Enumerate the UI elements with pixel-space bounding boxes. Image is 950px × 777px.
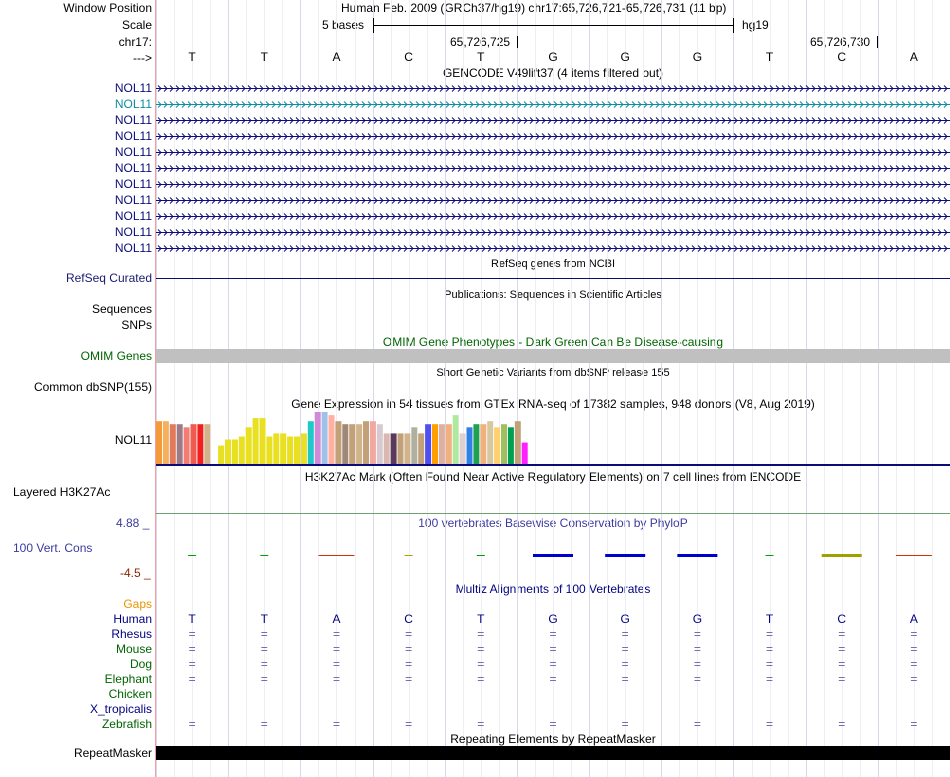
scale-label: Scale — [121, 18, 152, 32]
multiz-track-title: Multiz Alignments of 100 Vertebrates — [455, 582, 651, 596]
alignment-base: = — [910, 642, 918, 656]
alignment-base: = — [188, 717, 196, 731]
scale-db-text: hg19 — [742, 18, 769, 32]
ruler-base-letter: G — [620, 50, 630, 64]
refseq-track-label[interactable]: RefSeq Curated — [65, 271, 152, 285]
species-label[interactable]: Elephant — [104, 672, 152, 686]
gencode-item-label[interactable]: NOL11 — [114, 97, 152, 111]
alignment-base: = — [549, 627, 557, 641]
gencode-item-label[interactable]: NOL11 — [114, 241, 152, 255]
alignment-base: = — [910, 672, 918, 686]
ruler-base-letter: G — [692, 50, 703, 64]
gtex-tissue-bar — [239, 437, 245, 465]
position-tick-label-1: 65,726,725 — [450, 35, 511, 49]
gtex-tissue-bar — [232, 440, 238, 465]
ruler-base-letter: A — [909, 50, 918, 64]
alignment-base: = — [838, 672, 846, 686]
gtex-track-title: Gene Expression in 54 tissues from GTEx RNA-seq of 17382 samples, 948 donors (V8, Aug 2019) — [291, 397, 815, 411]
gencode-strand-arrows — [158, 102, 947, 108]
gtex-tissue-bar — [218, 446, 224, 464]
alignment-base: = — [766, 627, 774, 641]
alignment-base: = — [621, 642, 629, 656]
h3k27ac-track-label[interactable]: Layered H3K27Ac — [13, 485, 111, 499]
ruler-base-letter: G — [548, 50, 558, 64]
species-label[interactable]: X_tropicalis — [89, 702, 152, 716]
gencode-item-label[interactable]: NOL11 — [114, 129, 152, 143]
publications-label-line2[interactable]: SNPs — [121, 318, 152, 332]
gencode-strand-arrows — [158, 214, 947, 220]
gtex-bar-chart — [156, 412, 528, 464]
gtex-tissue-bar — [184, 427, 190, 464]
gtex-tissue-bar — [301, 433, 307, 464]
alignment-base: = — [332, 717, 340, 731]
alignment-base: = — [621, 657, 629, 671]
alignment-base: = — [332, 657, 340, 671]
gtex-tissue-bar — [473, 424, 479, 464]
strand-arrow-label: ---> — [133, 51, 152, 65]
gtex-tissue-bar — [370, 421, 376, 464]
gtex-tissue-bar — [253, 418, 259, 464]
alignment-base: = — [693, 717, 701, 731]
gtex-tissue-bar — [411, 427, 417, 464]
alignment-base: = — [260, 657, 268, 671]
gtex-tissue-bar — [487, 421, 493, 464]
alignment-base: = — [260, 672, 268, 686]
species-label[interactable]: Mouse — [115, 642, 152, 656]
alignment-base: = — [838, 627, 846, 641]
alignment-base: = — [910, 717, 918, 731]
gtex-tissue-bar — [501, 424, 507, 464]
alignment-base: = — [621, 627, 629, 641]
alignment-base: T — [765, 612, 774, 626]
alignment-base: A — [909, 612, 918, 626]
alignment-base: = — [477, 642, 485, 656]
gencode-item-label[interactable]: NOL11 — [114, 113, 152, 127]
gtex-tissue-bar — [322, 412, 328, 464]
alignment-base: = — [188, 642, 196, 656]
repeatmasker-feature-bar — [156, 746, 950, 760]
gtex-tissue-bar — [170, 424, 176, 464]
gtex-tissue-bar — [266, 437, 272, 465]
alignment-base: = — [188, 672, 196, 686]
ruler-base-letter: T — [765, 50, 774, 64]
gtex-tissue-bar — [384, 433, 390, 464]
alignment-base: = — [477, 657, 485, 671]
alignment-base: = — [766, 657, 774, 671]
gtex-tissue-bar — [197, 424, 203, 464]
gencode-strand-arrows — [158, 182, 947, 188]
alignment-base: = — [405, 627, 413, 641]
gtex-tissue-bar — [432, 424, 438, 464]
gtex-tissue-bar — [377, 424, 383, 464]
multiz-alignment — [188, 612, 917, 731]
gencode-item-label[interactable]: NOL11 — [114, 145, 152, 159]
alignment-base: = — [332, 672, 340, 686]
gtex-tissue-bar — [260, 418, 266, 464]
alignment-base: T — [260, 612, 268, 626]
alignment-base: = — [766, 642, 774, 656]
alignment-base: = — [549, 657, 557, 671]
alignment-base: T — [188, 612, 196, 626]
alignment-base: = — [549, 672, 557, 686]
gtex-tissue-bar — [494, 427, 500, 464]
gtex-tissue-bar — [425, 424, 431, 464]
gtex-tissue-bar — [508, 427, 514, 464]
ruler-base-letter: C — [837, 50, 847, 64]
species-label[interactable]: Human — [113, 612, 152, 626]
base-gridlines — [156, 0, 950, 777]
alignment-base: = — [910, 627, 918, 641]
refseq-track-title: RefSeq genes from NCBI — [490, 258, 616, 270]
ruler-base-letter: T — [477, 50, 485, 64]
gtex-tissue-bar — [156, 421, 162, 464]
gtex-tissue-bar — [349, 424, 355, 464]
species-label[interactable]: Zebrafish — [101, 717, 152, 731]
gtex-tissue-bar — [191, 424, 197, 464]
alignment-base: C — [837, 612, 847, 626]
species-label[interactable]: Rhesus — [111, 627, 152, 641]
alignment-base: = — [838, 717, 846, 731]
repeatmasker-track-label[interactable]: RepeatMasker — [73, 746, 152, 760]
alignment-base: = — [188, 657, 196, 671]
ruler-base-letter: T — [260, 50, 268, 64]
alignment-base: = — [332, 627, 340, 641]
gtex-tissue-bar — [398, 433, 404, 464]
omim-track-title: OMIM Gene Phenotypes - Dark Green Can Be Disease-causing — [382, 335, 724, 349]
gtex-tissue-bar — [273, 433, 279, 464]
ruler-base-letter: A — [332, 50, 341, 64]
gencode-strand-arrows — [158, 230, 947, 236]
gtex-tissue-bar — [460, 433, 466, 464]
gtex-tissue-bar — [439, 424, 445, 464]
gencode-strand-arrows — [158, 118, 947, 124]
alignment-base: C — [404, 612, 413, 626]
scale-bases-text: 5 bases — [322, 18, 365, 32]
alignment-base: = — [693, 642, 701, 656]
alignment-base: = — [477, 627, 485, 641]
gtex-tissue-bar — [446, 424, 452, 464]
gencode-features — [156, 86, 950, 252]
gtex-tissue-bar — [363, 421, 369, 464]
gtex-tissue-bar — [225, 440, 231, 465]
dbsnp-track-label[interactable]: Common dbSNP(155) — [33, 380, 152, 394]
conservation-track-label[interactable]: 100 Vert. Cons — [13, 541, 93, 555]
repeatmasker-track-title: Repeating Elements by RepeatMasker — [450, 732, 656, 746]
alignment-base: = — [910, 657, 918, 671]
species-label[interactable]: Dog — [129, 657, 152, 671]
chrom-label: chr17: — [118, 35, 152, 49]
gtex-tissue-bar — [211, 421, 217, 464]
gencode-strand-arrows — [158, 246, 947, 252]
gencode-item-label[interactable]: NOL11 — [114, 177, 152, 191]
alignment-base: = — [766, 672, 774, 686]
assembly-position-text: Human Feb. 2009 (GRCh37/hg19) chr17:65,726,721-65,726,731 (11 bp) — [341, 1, 727, 15]
ruler-base-letter: C — [404, 50, 413, 64]
dbsnp-track-title: Short Genetic Variants from dbSNP release 155 — [436, 367, 670, 379]
gencode-item-label[interactable]: NOL11 — [114, 161, 152, 175]
gencode-strand-arrows — [158, 150, 947, 156]
gtex-tissue-bar — [280, 433, 286, 464]
gtex-track-label[interactable]: NOL11 — [114, 433, 152, 447]
gtex-tissue-bar — [246, 427, 252, 464]
gencode-strand-arrows — [158, 198, 947, 204]
alignment-base: = — [477, 672, 485, 686]
gtex-tissue-bar — [404, 433, 410, 464]
gencode-strand-arrows — [158, 166, 947, 172]
gtex-tissue-bar — [356, 424, 362, 464]
gtex-tissue-bar — [342, 424, 348, 464]
alignment-base: = — [693, 627, 701, 641]
alignment-base: = — [693, 672, 701, 686]
alignment-base: G — [692, 612, 703, 626]
alignment-base: = — [405, 642, 413, 656]
conservation-track-title: 100 vertebrates Basewise Conservation by PhyloP — [418, 516, 688, 530]
alignment-base: = — [260, 717, 268, 731]
conservation-max-label: 4.88 _ — [116, 516, 150, 530]
alignment-base: = — [405, 717, 413, 731]
gtex-tissue-bar — [522, 443, 528, 464]
alignment-base: = — [188, 627, 196, 641]
alignment-base: = — [477, 717, 485, 731]
gtex-tissue-bar — [418, 433, 424, 464]
publications-label-line1[interactable]: Sequences — [91, 302, 152, 316]
gencode-item-label[interactable]: NOL11 — [114, 81, 152, 95]
alignment-base: T — [477, 612, 485, 626]
gtex-tissue-bar — [391, 433, 397, 464]
gtex-tissue-bar — [287, 437, 293, 465]
alignment-base: = — [549, 642, 557, 656]
gtex-tissue-bar — [453, 415, 459, 464]
alignment-base: = — [332, 642, 340, 656]
alignment-base: = — [838, 642, 846, 656]
alignment-base: = — [766, 717, 774, 731]
gaps-label: Gaps — [123, 597, 152, 611]
position-tick-label-2: 65,726,730 — [810, 35, 871, 49]
alignment-base: = — [260, 642, 268, 656]
alignment-base: = — [621, 672, 629, 686]
omim-track-label[interactable]: OMIM Genes — [80, 349, 152, 363]
omim-feature-bar — [156, 349, 950, 363]
gencode-track-title: GENCODE V49lift37 (4 items filtered out) — [442, 66, 664, 80]
gtex-tissue-bar — [467, 427, 473, 464]
alignment-base: G — [548, 612, 558, 626]
ruler-base-letter: T — [188, 50, 196, 64]
gencode-item-label[interactable]: NOL11 — [114, 225, 152, 239]
h3k27ac-track-title: H3K27Ac Mark (Often Found Near Active Regulatory Elements) on 7 cell lines from ENCODE — [304, 470, 802, 484]
gencode-item-label[interactable]: NOL11 — [114, 193, 152, 207]
gtex-tissue-bar — [294, 437, 300, 465]
gtex-tissue-bar — [308, 421, 314, 464]
gtex-tissue-bar — [204, 424, 210, 464]
species-label[interactable]: Chicken — [108, 687, 152, 701]
conservation-min-label: -4.5 _ — [120, 566, 151, 580]
alignment-base: = — [405, 657, 413, 671]
ruler — [188, 18, 917, 64]
gtex-tissue-bar — [480, 424, 486, 464]
publications-track-title: Publications: Sequences in Scientific Articles — [444, 289, 662, 301]
alignment-base: = — [838, 657, 846, 671]
alignment-base: = — [260, 627, 268, 641]
alignment-base: A — [332, 612, 341, 626]
gencode-strand-arrows — [158, 86, 947, 92]
gencode-item-label[interactable]: NOL11 — [114, 209, 152, 223]
gtex-tissue-bar — [163, 421, 169, 464]
gencode-strand-arrows — [158, 134, 947, 140]
gtex-tissue-bar — [335, 421, 341, 464]
alignment-base: G — [620, 612, 630, 626]
alignment-base: = — [549, 717, 557, 731]
gtex-tissue-bar — [315, 412, 321, 464]
alignment-base: = — [621, 717, 629, 731]
gtex-tissue-bar — [329, 415, 335, 464]
gtex-tissue-bar — [177, 424, 183, 464]
window-position-label: Window Position — [63, 1, 152, 15]
alignment-base: = — [693, 657, 701, 671]
gtex-tissue-bar — [515, 421, 521, 464]
alignment-base: = — [405, 672, 413, 686]
